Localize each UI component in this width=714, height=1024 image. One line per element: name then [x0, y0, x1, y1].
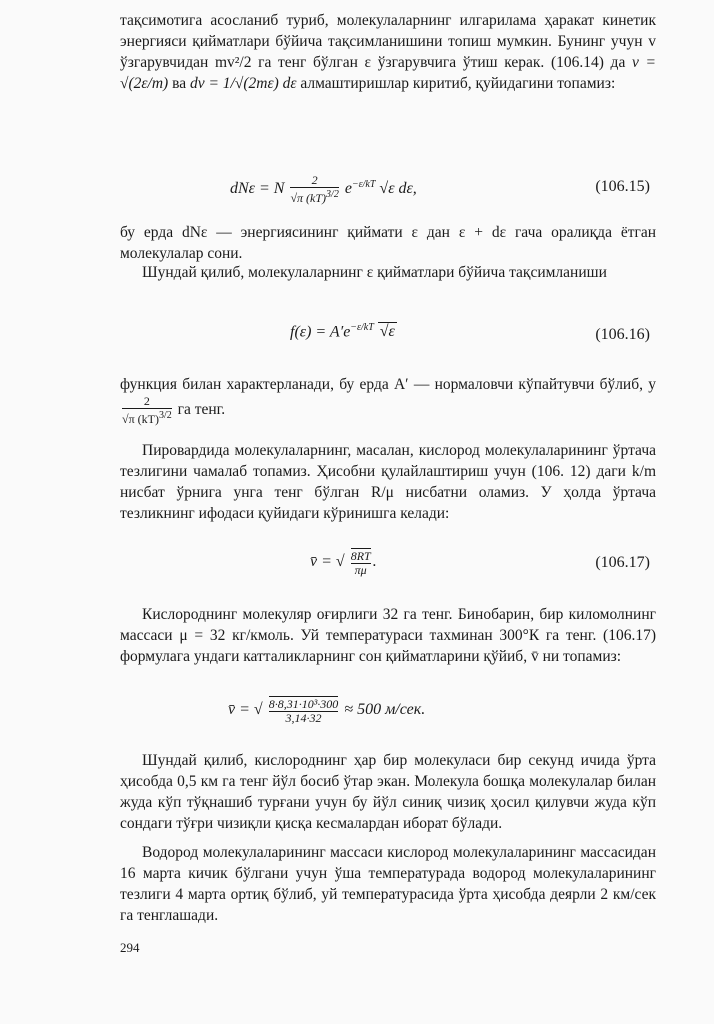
formula-18-frac-top: 8·8,31·10³·300	[268, 697, 339, 711]
formula-15-exp: −ε/kT	[351, 178, 376, 190]
paragraph-4-frac	[122, 395, 172, 426]
formula-18-result: ≈ 500 м/сек.	[344, 701, 426, 719]
paragraph-6: Кислороднинг молекуляр оғирлиги 32 га тенг. Бинобарин, бир киломолнинг массаси μ = 32 кг/кмоль. Уй температураси тахминан 300°К га тенг. (106.17) формулага ундаги катталикларнинг сон қийматларини қўйиб, v̄ ни топамиз:	[120, 606, 656, 665]
formula-17-frac-bottom: πμ	[354, 563, 367, 577]
paragraph-2: бу ерда dNε — энергиясининг қиймати ε дан ε + dε гача оралиқда ётган молекулалар сони.	[120, 224, 656, 262]
formula-16-tail: √ε	[379, 323, 395, 341]
formula-15-frac-bottom: √π (kT)	[290, 191, 327, 205]
formula-15-frac-top: 2	[311, 173, 318, 187]
formula-15-lhs: dNε = N	[230, 180, 285, 198]
paragraph-4-frac-bottom: √π (kT)	[122, 412, 159, 426]
formula-106-17	[120, 542, 656, 586]
paragraph-7: Шундай қилиб, кислороднинг ҳар бир молекуласи бир секунд ичида ўрта ҳисобда 0,5 км га тенг йўл босиб ўтар экан. Молекула бошқа молекулалар билан жуда кўп тўқнашиб турғани учун бу йўл синиқ чизиқ ҳосил қилувчи жуда кўп сондаги тўғри чизиқли қисқа кесмалардан иборат бўлади.	[120, 752, 656, 832]
paragraph-4	[120, 374, 656, 426]
formula-16-lhs: f(ε) = A′e	[290, 323, 351, 341]
paragraph-1-tail: алмаштиришлар киритиб, қуйидагини топамиз:	[300, 75, 616, 92]
formula-16-number: (106.16)	[595, 326, 650, 343]
subst-join: ва	[172, 75, 187, 92]
paragraph-4-text: функция билан характерланади, бу ерда A′ — нормаловчи кўпайтувчи бўлиб, у	[120, 376, 656, 393]
paragraph-1	[120, 10, 656, 94]
paragraph-1-text: тақсимотига асосланиб туриб, молекулаларнинг илгарилама ҳаракат кинетик энергияси қийматлари бўйича тақсимланишини топиш мумкин. Бунинг учун v ўзгарувчидан mv²/2 га тенг бўлган ε ўзгарувчига ўтиш керак. (106.14) да	[120, 12, 656, 71]
formula-17-end: .	[372, 553, 377, 571]
paragraph-3: Шундай қилиб, молекулаларнинг ε қийматлари бўйича тақсимланиши	[142, 264, 607, 281]
formula-17-number: (106.17)	[595, 554, 650, 571]
formula-15-factor: e	[344, 180, 352, 198]
formula-18-frac	[269, 696, 339, 725]
formula-17-lhs: v̄ = √	[310, 553, 345, 571]
formula-18-lhs: v̄ = √	[228, 701, 263, 719]
formula-106-15	[120, 168, 656, 208]
formula-15-number: (106.15)	[595, 178, 650, 195]
paragraph-4-frac-top: 2	[143, 394, 150, 408]
formula-17-frac	[351, 548, 371, 577]
formula-106-16	[120, 316, 656, 352]
subst-dv: dv = 1/√(2mε) dε	[189, 75, 297, 92]
formula-17-frac-top: 8RT	[350, 549, 371, 563]
formula-15-tail: √ε dε,	[379, 180, 417, 198]
paragraph-8: Водород молекулаларининг массаси кислород молекулаларининг массасидан 16 марта кичик бўлгани учун ўша температурада водород молекулаларининг тезлиги 4 марта ортиқ бўлиб, уй температурасида ўрта ҳисобда деярли 2 км/сек га тенглашади.	[120, 844, 656, 924]
formula-15-exp-32: 3/2	[326, 189, 339, 200]
paragraph-5: Пировардида молекулаларнинг, масалан, кислород молекулаларининг ўртача тезлигини чамалаб топамиз. Ҳисобни қулайлаштириш учун (106. 12) даги k/m нисбат ўрнига унга тенг бўлган R/μ нисбатни оламиз. У ҳолда ўртача тезликнинг ифодаси қуйидаги кўринишга келади:	[120, 442, 656, 522]
formula-18-frac-bottom: 3,14·32	[285, 711, 322, 725]
subst-v: v = √(2ε/m)	[120, 54, 656, 92]
formula-16-exp: −ε/kT	[350, 322, 374, 333]
paragraph-4-exp: 3/2	[158, 410, 172, 421]
formula-15-frac	[290, 174, 338, 205]
paragraph-4-tail: га тенг.	[177, 401, 226, 419]
formula-oxygen-speed	[120, 692, 656, 732]
page-number: 294	[120, 940, 140, 955]
